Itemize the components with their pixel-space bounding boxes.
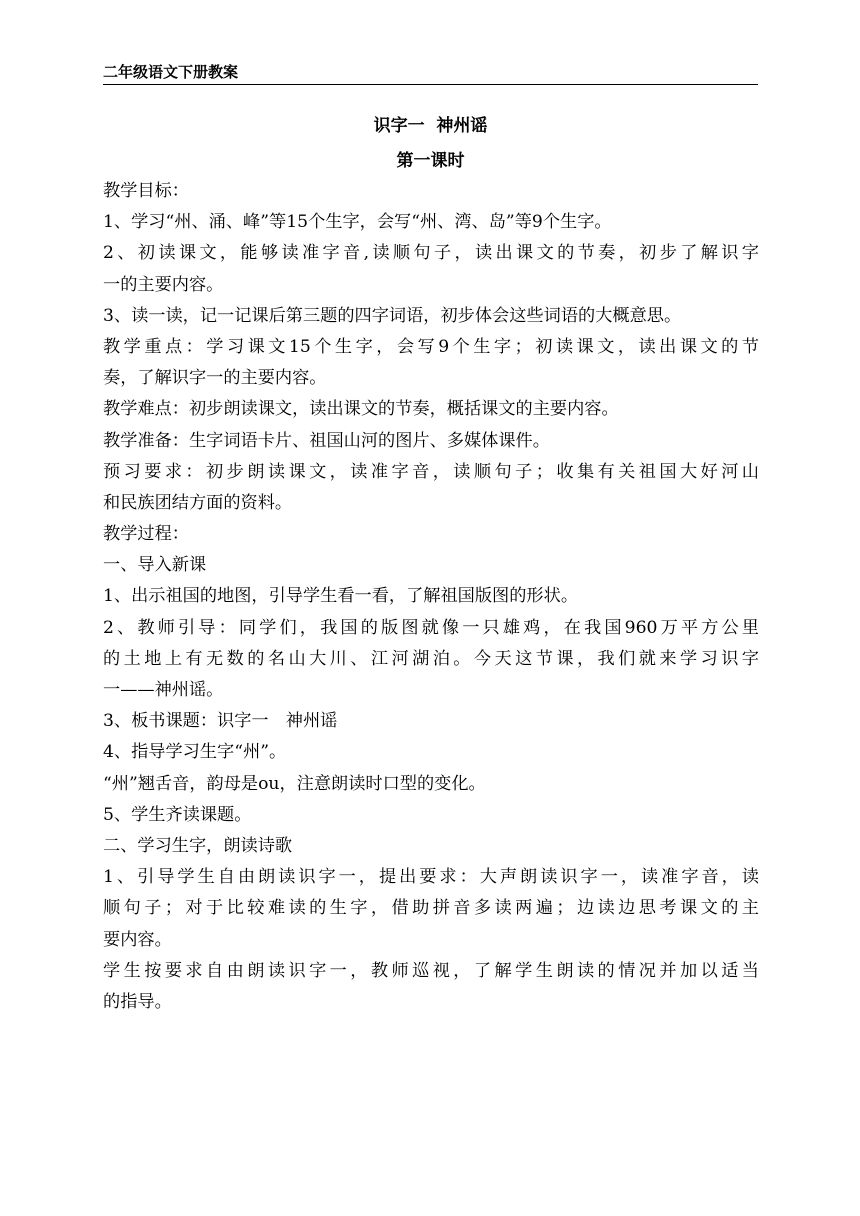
text-line: 5、学生齐读课题。 (103, 804, 252, 825)
text-line: “州”翘舌音，韵母是ou，注意朗读时口型的变化。 (103, 773, 486, 794)
text-line: 的土地上有无数的名山大川、江河湖泊。今天这节课，我们就来学习识字 (103, 648, 759, 669)
text-line: 2、初读课文，能够读准字音,读顺句子，读出课文的节奏，初步了解识字 (103, 243, 759, 264)
header-text: 二年级语文下册教案 (103, 63, 239, 81)
text-line: 和民族团结方面的资料。 (103, 492, 293, 513)
text-line: 一、导入新课 (103, 555, 207, 576)
text-line: 预习要求：初步朗读课文，读准字音，读顺句子；收集有关祖国大好河山 (103, 461, 759, 482)
document-body (103, 176, 759, 1018)
text-line: 的指导。 (103, 991, 172, 1012)
text-line: 教学过程： (103, 524, 189, 545)
text-line: 学生按要求自由朗读识字一，教师巡视，了解学生朗读的情况并加以适当 (103, 960, 759, 981)
text-line: 一——神州谣。 (103, 680, 224, 700)
page-header (103, 60, 758, 85)
text-line: 2、教师引导：同学们，我国的版图就像一只雄鸡，在我国960万平方公里 (103, 617, 759, 638)
text-line: 二、学习生字，朗读诗歌 (103, 835, 293, 856)
text-line: 3、读一读，记一记课后第三题的四字词语，初步体会这些词语的大概意思。 (103, 305, 682, 326)
text-line: 教学准备：生字词语卡片、祖国山河的图片、多媒体课件。 (103, 430, 550, 451)
text-line: 顺句子；对于比较难读的生字，借助拼音多读两遍；边读边思考课文的主 (103, 898, 759, 919)
text-line: 1、出示祖国的地图，引导学生看一看，了解祖国版图的形状。 (103, 586, 579, 607)
text-line: 教学重点：学习课文15个生字，会写9个生字；初读课文，读出课文的节 (103, 336, 759, 357)
text-line: 要内容。 (103, 929, 172, 950)
lesson-title: 识字一 神州谣 (373, 116, 488, 136)
text-line: 1、引导学生自由朗读识字一，提出要求：大声朗读识字一，读准字音，读 (103, 867, 759, 888)
text-line: 教学难点：初步朗读课文，读出课文的节奏，概括课文的主要内容。 (103, 399, 619, 420)
text-line: 一的主要内容。 (103, 274, 224, 295)
text-line: 1、学习“州、涌、峰”等15个生字，会写“州、湾、岛”等9个生字。 (103, 212, 612, 233)
text-line: 4、指导学习生字“州”。 (103, 742, 287, 763)
text-line: 3、板书课题：识字一 神州谣 (103, 711, 338, 732)
lesson-subtitle: 第一课时 (396, 151, 465, 171)
text-line: 教学目标： (103, 181, 189, 201)
text-line: 奏，了解识字一的主要内容。 (103, 368, 327, 389)
